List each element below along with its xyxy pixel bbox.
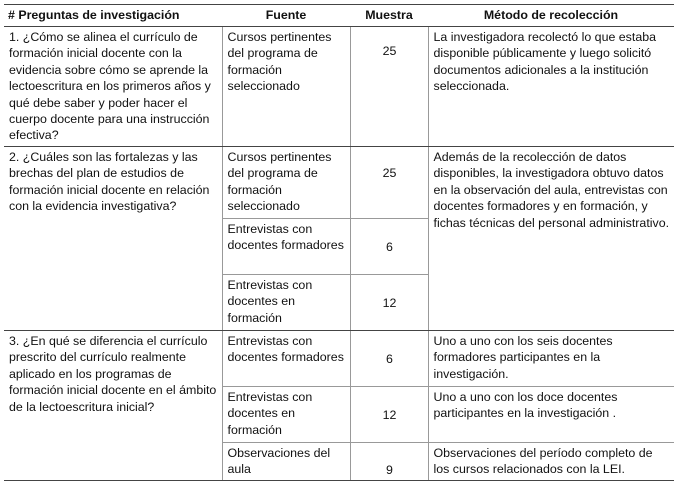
sample-cell: 6: [350, 331, 428, 387]
source-cell: Observaciones del aula: [222, 443, 350, 481]
header-method: Método de recolección: [428, 5, 674, 27]
method-cell: Uno a uno con los seis docentes formadores participantes en la investigación.: [428, 331, 674, 387]
method-cell: Uno a uno con los doce docentes participantes en la investigación .: [428, 387, 674, 443]
method-cell: Además de la recolección de datos disponibles, la investigadora obtuvo datos en la observación del aula, entrevistas con docentes formadores y en formación, y fichas técnicas del personal administrativo.: [428, 147, 674, 331]
sample-cell: 6: [350, 219, 428, 275]
source-cell: Cursos pertinentes del programa de formación seleccionado: [222, 147, 350, 219]
source-cell: Cursos pertinentes del programa de formación seleccionado: [222, 27, 350, 147]
source-cell: Entrevistas con docentes en formación: [222, 387, 350, 443]
sample-cell: 25: [350, 147, 428, 219]
question-3: 3. ¿En qué se diferencia el currículo prescrito del currículo realmente aplicado en los programas de formación inicial docente en el ámbito de la lectoescritura inicial?: [4, 331, 222, 481]
table-row: [4, 27, 674, 147]
question-1: 1. ¿Cómo se alinea el currículo de formación inicial docente con la evidencia sobre cómo se aprende la lectoescritura en los primeros años y qué debe saber y poder hacer el cuerpo docente para una instrucción efectiva?: [4, 27, 222, 147]
table-row: [4, 331, 674, 387]
source-cell: Entrevistas con docentes formadores: [222, 219, 350, 275]
sample-cell: 12: [350, 387, 428, 443]
sample-cell: 12: [350, 275, 428, 331]
table-header-row: [4, 5, 674, 27]
header-sample: Muestra: [350, 5, 428, 27]
sample-cell: 9: [350, 443, 428, 481]
method-cell: Observaciones del período completo de los cursos relacionados con la LEI.: [428, 443, 674, 481]
header-questions: # Preguntas de investigación: [4, 5, 222, 27]
table-row: [4, 147, 674, 219]
header-source: Fuente: [222, 5, 350, 27]
sample-cell: 25: [350, 27, 428, 147]
source-cell: Entrevistas con docentes en formación: [222, 275, 350, 331]
question-2: 2. ¿Cuáles son las fortalezas y las brechas del plan de estudios de formación inicial docente en relación con la evidencia investigativa?: [4, 147, 222, 331]
method-cell: La investigadora recolectó lo que estaba disponible públicamente y luego solicitó documentos adicionales a la institución seleccionada.: [428, 27, 674, 147]
source-cell: Entrevistas con docentes formadores: [222, 331, 350, 387]
research-methods-table: [4, 4, 674, 481]
